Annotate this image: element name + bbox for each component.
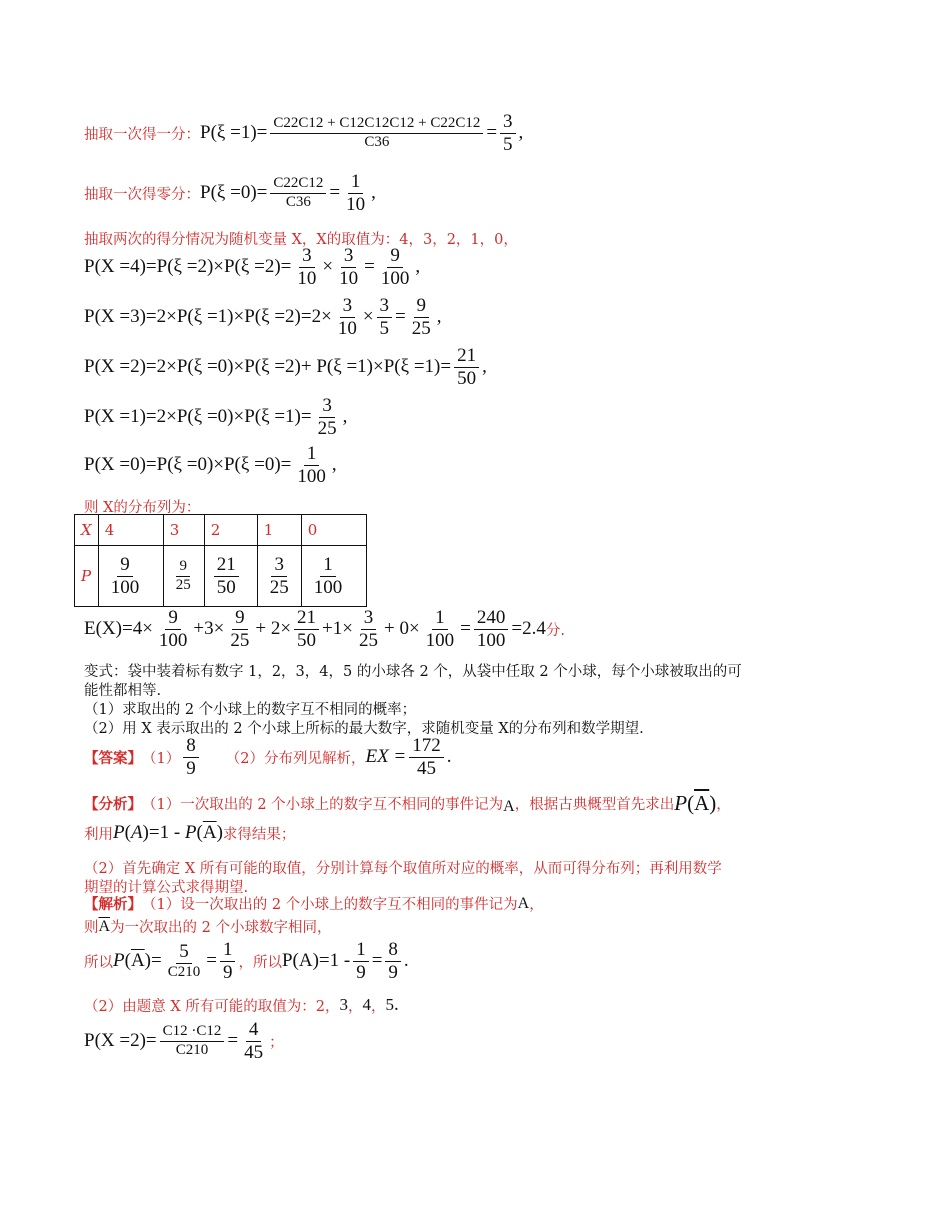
px3-line: P(X =3)=2×P(ξ =1)×P(ξ =2)=2× $\frac{3}{10}$ × $\frac{3}{5}$ = $\frac{9}{25}$ ,: [84, 295, 442, 339]
p-a-bar: $P(\overline{A})$: [674, 790, 717, 815]
answer-tag: 【答案】: [84, 749, 142, 767]
table-p-cell: $\frac{3}{25}$: [257, 546, 301, 607]
prob-score-one-line: 抽取一次得一分： P(ξ =1)= $\frac{C22C12 + C12C12C12 + C22C12}{C36}$ = $\frac{3}{5}$ ,: [84, 111, 524, 155]
answer-part2-label: （2）分布列见解析，: [225, 750, 366, 767]
distribution-intro: 则 X的分布列为：: [84, 500, 201, 516]
score-one-label: 抽取一次得一分：: [84, 126, 200, 143]
score-zero-combination-fraction: [270, 176, 326, 211]
solution-line5: P(X =2)= $\frac{C12 \cdot C12}{C210}$ = $\frac{4}{45}$ ；: [84, 1019, 284, 1063]
px3-lhs: P(X =3)=2×P(ξ =1)×P(ξ =2)=2×: [84, 306, 332, 328]
score-one-combination-fraction: [270, 116, 483, 151]
score-one-result-num: 3: [500, 112, 516, 134]
solution-line3: 所以 $P(\overline{A})=$ $\frac{5}{C210}$ = $\frac{1}{9}$ ，所以 P(A)=1 - $\frac{1}{9}$ = $\frac{8}{9}$ .: [84, 939, 409, 983]
random-variable-text: 抽取两次的得分情况为随机变量 X，X的取值为：4，3，2，1，0，: [84, 232, 518, 248]
px2-lhs: P(X =2)=2×P(ξ =0)×P(ξ =2)+ P(ξ =1)×P(ξ =1)=: [84, 356, 452, 378]
answer-line: 【答案】 （1） $\frac{8}{9}$ （2）分布列见解析， EX = $\frac{172}{45}$ .: [84, 735, 452, 779]
variant-line1: 变式：袋中装着标有数字 1，2，3，4，5 的小球各 2 个，从袋中任取 2 个小球，每个小球被取出的可: [84, 664, 742, 680]
px4-frac-b: $\frac{3}{10}$: [339, 245, 359, 289]
px1-result: $\frac{3}{25}$: [317, 395, 337, 439]
px4-line: P(X =4)=P(ξ =2)×P(ξ =2)= $\frac{3}{10}$ × $\frac{3}{10}$ = $\frac{9}{100}$ ,: [84, 245, 421, 289]
score-zero-result: [343, 172, 368, 215]
px0-result: $\frac{1}{100}$: [297, 443, 326, 487]
px3-frac-b: $\frac{3}{5}$: [377, 296, 393, 339]
px1-lhs: P(X =1)=2×P(ξ =0)×P(ξ =1)=: [84, 406, 312, 428]
px4-result: $\frac{9}{100}$: [380, 245, 410, 289]
px1-line: P(X =1)=2×P(ξ =0)×P(ξ =1)= $\frac{3}{25}$ ,: [84, 395, 348, 439]
solution-tag: 【解析】: [84, 896, 142, 913]
px4-frac-a: $\frac{3}{10}$: [297, 245, 317, 289]
px4-lhs: P(X =4)=P(ξ =2)×P(ξ =2)=: [84, 256, 292, 278]
score-zero-result-num: 1: [348, 172, 364, 194]
px2-result: $\frac{21}{50}$: [454, 346, 479, 389]
analysis-line1: 【分析】 （1）一次取出的 2 个小球上的数字互不相同的事件记为 A ，根据古典概型首先求出 $P(\overline{A})$ ，: [84, 790, 731, 815]
table-p-label: P: [75, 546, 99, 607]
px3-frac-a: $\frac{3}{10}$: [337, 295, 357, 339]
analysis-tag: 【分析】: [84, 795, 142, 813]
table-x-value: 3: [163, 515, 204, 546]
px3-result: $\frac{9}{25}$: [411, 295, 431, 339]
score-one-result-den: 5: [503, 133, 513, 155]
answer-part1-label: （1）: [142, 750, 181, 767]
analysis-line3: （2）首先确定 X 所有可能的取值，分别计算每个取值所对应的概率，从而可得分布列；再利用数学: [84, 861, 722, 877]
table-x-label: X: [75, 515, 99, 546]
score-one-lhs: P(ξ =1)=: [200, 122, 268, 144]
score-one-numerator: C22C12 + C12C12C12 + C22C12: [270, 116, 483, 134]
score-zero-numerator: C22C12: [270, 176, 326, 194]
a-bar-symbol: $\overline{A}$: [98, 917, 111, 935]
event-a-symbol: A: [503, 798, 515, 815]
score-zero-result-den: 10: [346, 193, 366, 215]
table-x-value: 2: [204, 515, 257, 546]
complement-formula: $P(A)=1 - P(\overline{A})$: [113, 822, 223, 843]
table-p-cell: $\frac{9}{100}$: [98, 546, 163, 607]
table-p-cell: $\frac{1}{100}$: [301, 546, 366, 607]
expectation-unit: 分.: [545, 622, 565, 639]
analysis-line2: 利用 $P(A)=1 - P(\overline{A})$ 求得结果；: [84, 822, 296, 843]
px0-line: P(X =0)=P(ξ =0)×P(ξ =0)= $\frac{1}{100}$ ,: [84, 443, 337, 487]
prob-score-zero-line: 抽取一次得零分： P(ξ =0)= $\frac{C22C12}{C36}$ = $\frac{1}{10}$ ,: [84, 171, 376, 215]
table-x-value: 0: [301, 515, 366, 546]
variant-question2: （2）用 X 表示取出的 2 个小球上所标的最大数字，求随机变量 X的分布列和数学期望.: [84, 721, 644, 737]
solution-line1: 【解析】 （1）设一次取出的 2 个小球上的数字互不相同的事件记为 A ，: [84, 894, 544, 913]
score-one-result: [500, 112, 516, 155]
score-zero-lhs: P(ξ =0)=: [200, 182, 268, 204]
px2-line: P(X =2)=2×P(ξ =0)×P(ξ =2)+ P(ξ =1)×P(ξ =1)= $\frac{21}{50}$ ,: [84, 345, 487, 389]
table-p-cell: $\frac{21}{50}$: [204, 546, 257, 607]
score-zero-label: 抽取一次得零分：: [84, 186, 200, 203]
solution-line2: 则 $\overline{A}$ 为一次取出的 2 个小球数字相同，: [84, 917, 332, 936]
expectation-lhs: E(X)=4×: [84, 618, 153, 640]
table-x-value: 4: [98, 515, 163, 546]
score-one-denominator: C36: [364, 133, 390, 150]
analysis-line4: 期望的计算公式求得期望.: [84, 880, 249, 896]
score-zero-denominator: C36: [285, 193, 311, 210]
table-x-value: 1: [257, 515, 301, 546]
table-p-cell: $\frac{9}{25}$: [163, 546, 204, 607]
px0-lhs: P(X =0)=P(ξ =0)×P(ξ =0)=: [84, 454, 292, 476]
answer-ex: EX =: [365, 746, 407, 768]
variant-line2: 能性都相等.: [84, 683, 162, 699]
variant-question1: （1）求取出的 2 个小球上的数字互不相同的概率；: [84, 702, 417, 718]
distribution-table: [74, 514, 367, 607]
expectation-line: E(X)=4× $\frac{9}{100}$ +3× $\frac{9}{25}$ + 2× $\frac{21}{50}$ +1× $\frac{3}{25}$ + 0× $\frac{1}{100}$ = $\frac{240}{100}$ =2.4 分.: [84, 607, 565, 651]
solution-line4: （2）由题意 X 所有可能的取值为：2， 3 ， 4 ， 5 .: [84, 994, 399, 1015]
